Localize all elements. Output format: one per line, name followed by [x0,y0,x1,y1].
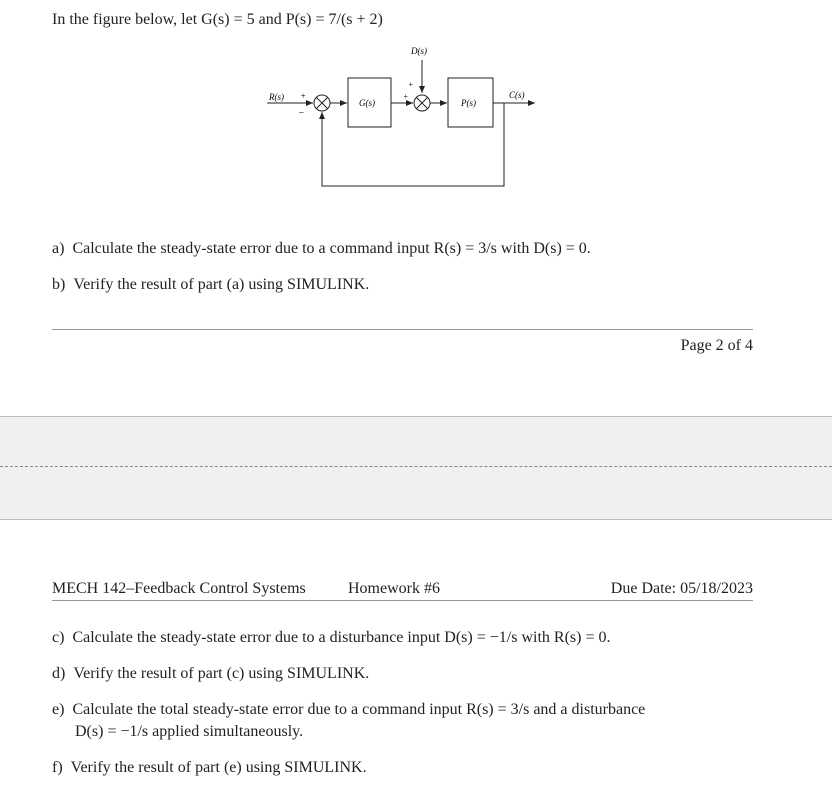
question-c-text: Calculate the steady-state error due to a disturbance input D(s) = −1/s with R(s) = 0. [72,629,611,646]
question-f-letter: f) [52,759,63,776]
output-label: C(s) [509,90,525,100]
page-separator [0,416,832,520]
question-a-letter: a) [52,240,65,257]
question-d [52,665,369,683]
question-b-text: Verify the result of part (a) using SIMULINK. [73,276,370,293]
summing-junction-2 [414,95,430,111]
disturbance-label: D(s) [411,46,427,56]
page-number: Page 2 of 4 [680,337,753,354]
question-d-text: Verify the result of part (c) using SIMULINK. [73,665,370,682]
question-e [52,701,645,719]
question-e-text-line1: Calculate the total steady-state error due to a command input R(s) = 3/s and a disturbance [72,701,646,718]
sum1-plus-sign: + [300,91,307,101]
sum2-plus-left-sign: + [403,92,409,101]
question-e-text-line2: D(s) = −1/s applied simultaneously. [75,723,304,740]
question-f [52,759,367,777]
sum2-plus-top-sign: + [408,80,414,89]
sum1-minus-sign: − [298,108,305,119]
footer-rule [52,329,753,330]
input-label: R(s) [269,92,284,102]
problem-intro: In the figure below, let G(s) = 5 and P(s) = 7/(s + 2) [52,11,383,28]
controller-label: G(s) [359,98,375,108]
question-b [52,276,369,294]
question-a [52,240,591,258]
header-rule [52,600,753,601]
homework-title: Homework #6 [348,580,440,597]
plant-label: P(s) [461,98,476,108]
summing-junction-1 [314,95,330,111]
question-c [52,629,610,647]
question-e-letter: e) [52,701,65,718]
question-a-text: Calculate the steady-state error due to a command input R(s) = 3/s with D(s) = 0. [72,240,591,257]
course-title: MECH 142–Feedback Control Systems [52,580,306,597]
question-f-text: Verify the result of part (e) using SIMULINK. [70,759,367,776]
question-c-letter: c) [52,629,65,646]
page-break-line [0,466,832,467]
question-b-letter: b) [52,276,66,293]
question-d-letter: d) [52,665,66,682]
block-diagram [255,40,555,200]
due-date: Due Date: 05/18/2023 [610,580,753,597]
